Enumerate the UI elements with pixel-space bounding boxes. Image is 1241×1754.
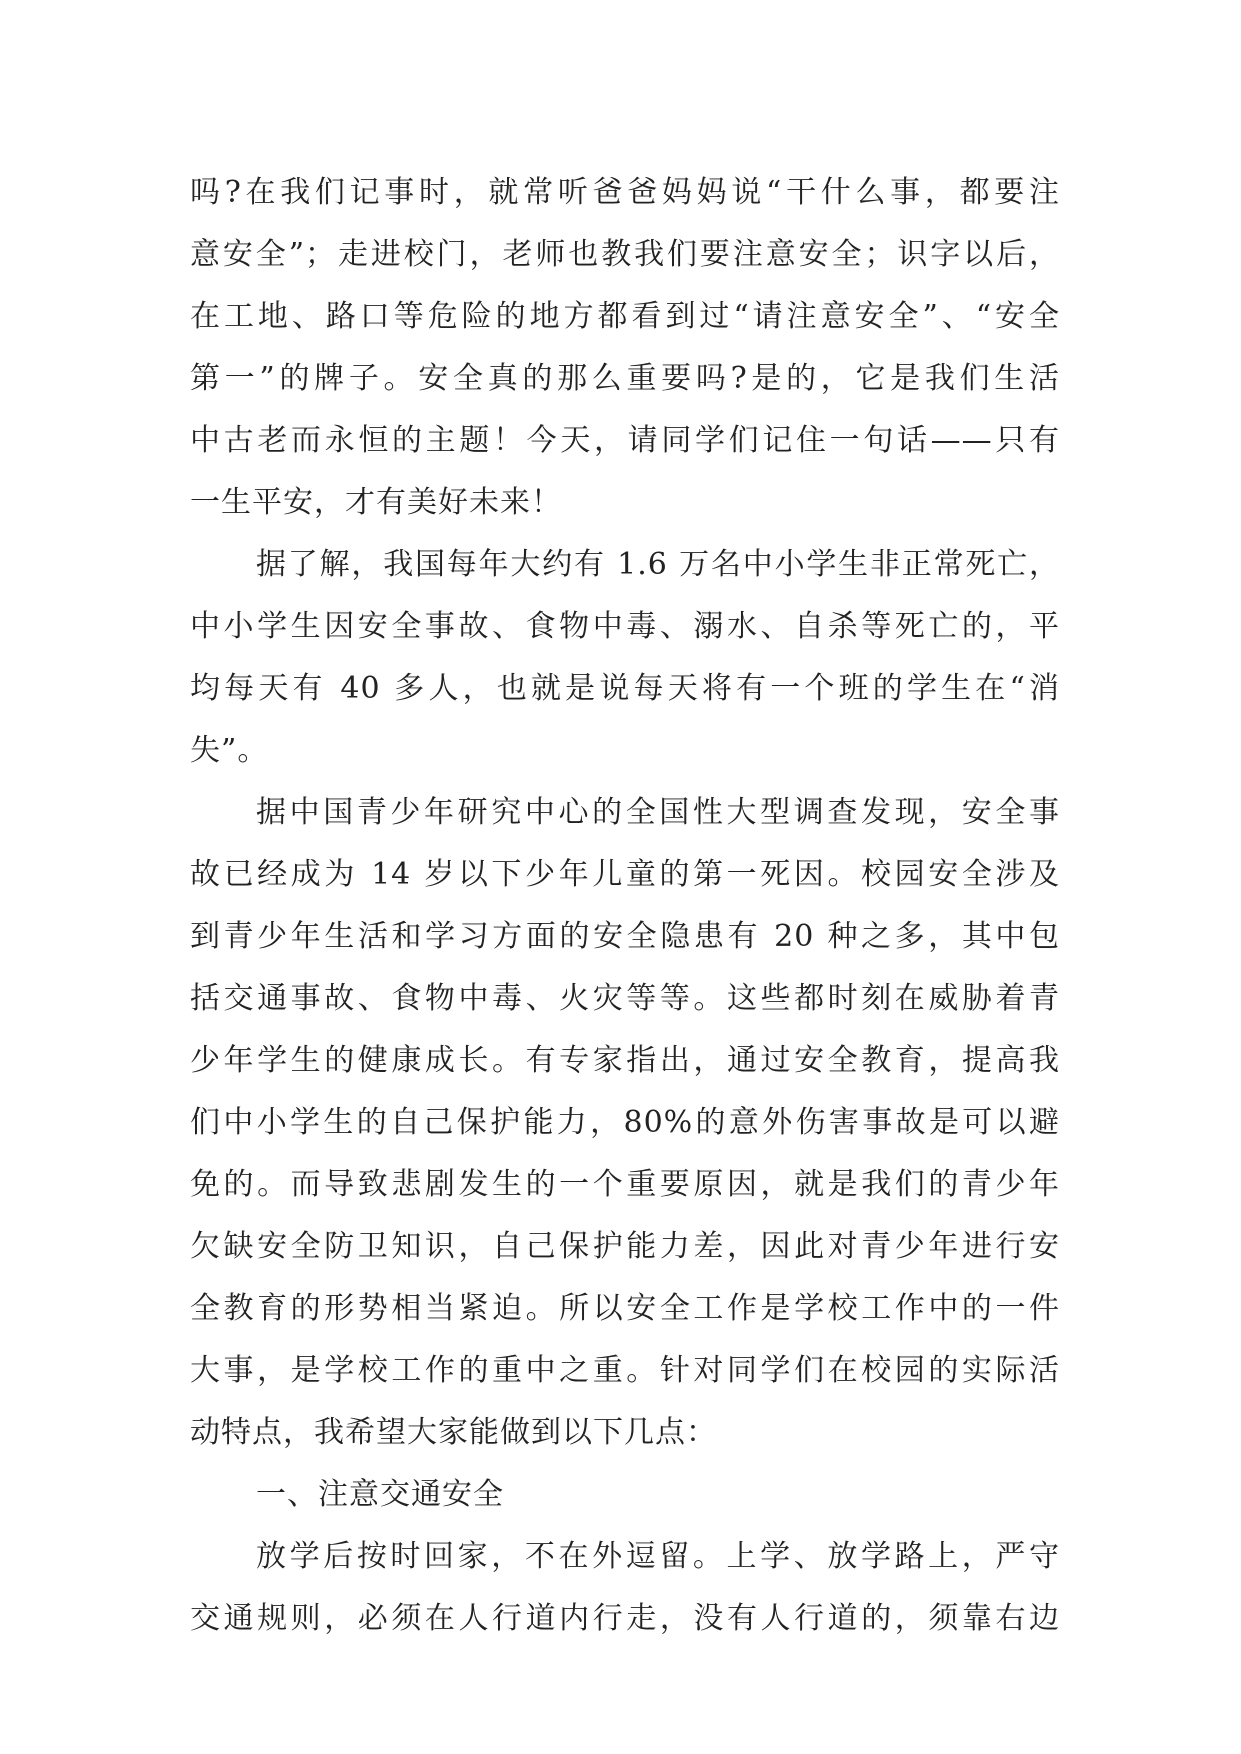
- text-line: 免的。而导致悲剧发生的一个重要原因，就是我们的青少年: [190, 1167, 1060, 1202]
- text-line: 一生平安，才有美好未来！: [190, 485, 562, 520]
- paragraph-first-line: 放学后按时回家，不在外逗留。上学、放学路上，严守: [256, 1539, 1060, 1574]
- text-line: 全教育的形势相当紧迫。所以安全工作是学校工作中的一件: [190, 1291, 1060, 1326]
- text-line: 中小学生因安全事故、食物中毒、溺水、自杀等死亡的，平: [190, 609, 1060, 644]
- text-line: 意安全”；走进校门，老师也教我们要注意安全；识字以后，: [190, 237, 1060, 272]
- text-line: 们中小学生的自己保护能力，80%的意外伤害事故是可以避: [190, 1105, 1060, 1140]
- section-heading: 一、注意交通安全: [256, 1477, 504, 1512]
- text-line: 均每天有 40 多人，也就是说每天将有一个班的学生在“消: [190, 671, 1060, 706]
- text-line: 故已经成为 14 岁以下少年儿童的第一死因。校园安全涉及: [190, 857, 1060, 892]
- text-line: 吗?在我们记事时，就常听爸爸妈妈说“干什么事，都要注: [190, 175, 1060, 210]
- text-line: 交通规则，必须在人行道内行走，没有人行道的，须靠右边: [190, 1601, 1060, 1636]
- text-line: 到青少年生活和学习方面的安全隐患有 20 种之多，其中包: [190, 919, 1060, 954]
- text-line: 失”。: [190, 733, 269, 768]
- text-line: 中古老而永恒的主题！今天，请同学们记住一句话——只有: [190, 423, 1060, 458]
- text-line: 括交通事故、食物中毒、火灾等等。这些都时刻在威胁着青: [190, 981, 1060, 1016]
- paragraph-first-line: 据了解，我国每年大约有 1.6 万名中小学生非正常死亡，: [256, 547, 1060, 582]
- text-line: 动特点，我希望大家能做到以下几点：: [190, 1415, 717, 1450]
- body-text: [190, 162, 1060, 1650]
- text-line: 少年学生的健康成长。有专家指出，通过安全教育，提高我: [190, 1043, 1060, 1078]
- text-line: 欠缺安全防卫知识，自己保护能力差，因此对青少年进行安: [190, 1229, 1060, 1264]
- text-line: 大事，是学校工作的重中之重。针对同学们在校园的实际活: [190, 1353, 1060, 1388]
- paragraph-first-line: 据中国青少年研究中心的全国性大型调查发现，安全事: [256, 795, 1060, 830]
- text-line: 在工地、路口等危险的地方都看到过“请注意安全”、“安全: [190, 299, 1060, 334]
- text-line: 第一”的牌子。安全真的那么重要吗?是的，它是我们生活: [190, 361, 1060, 396]
